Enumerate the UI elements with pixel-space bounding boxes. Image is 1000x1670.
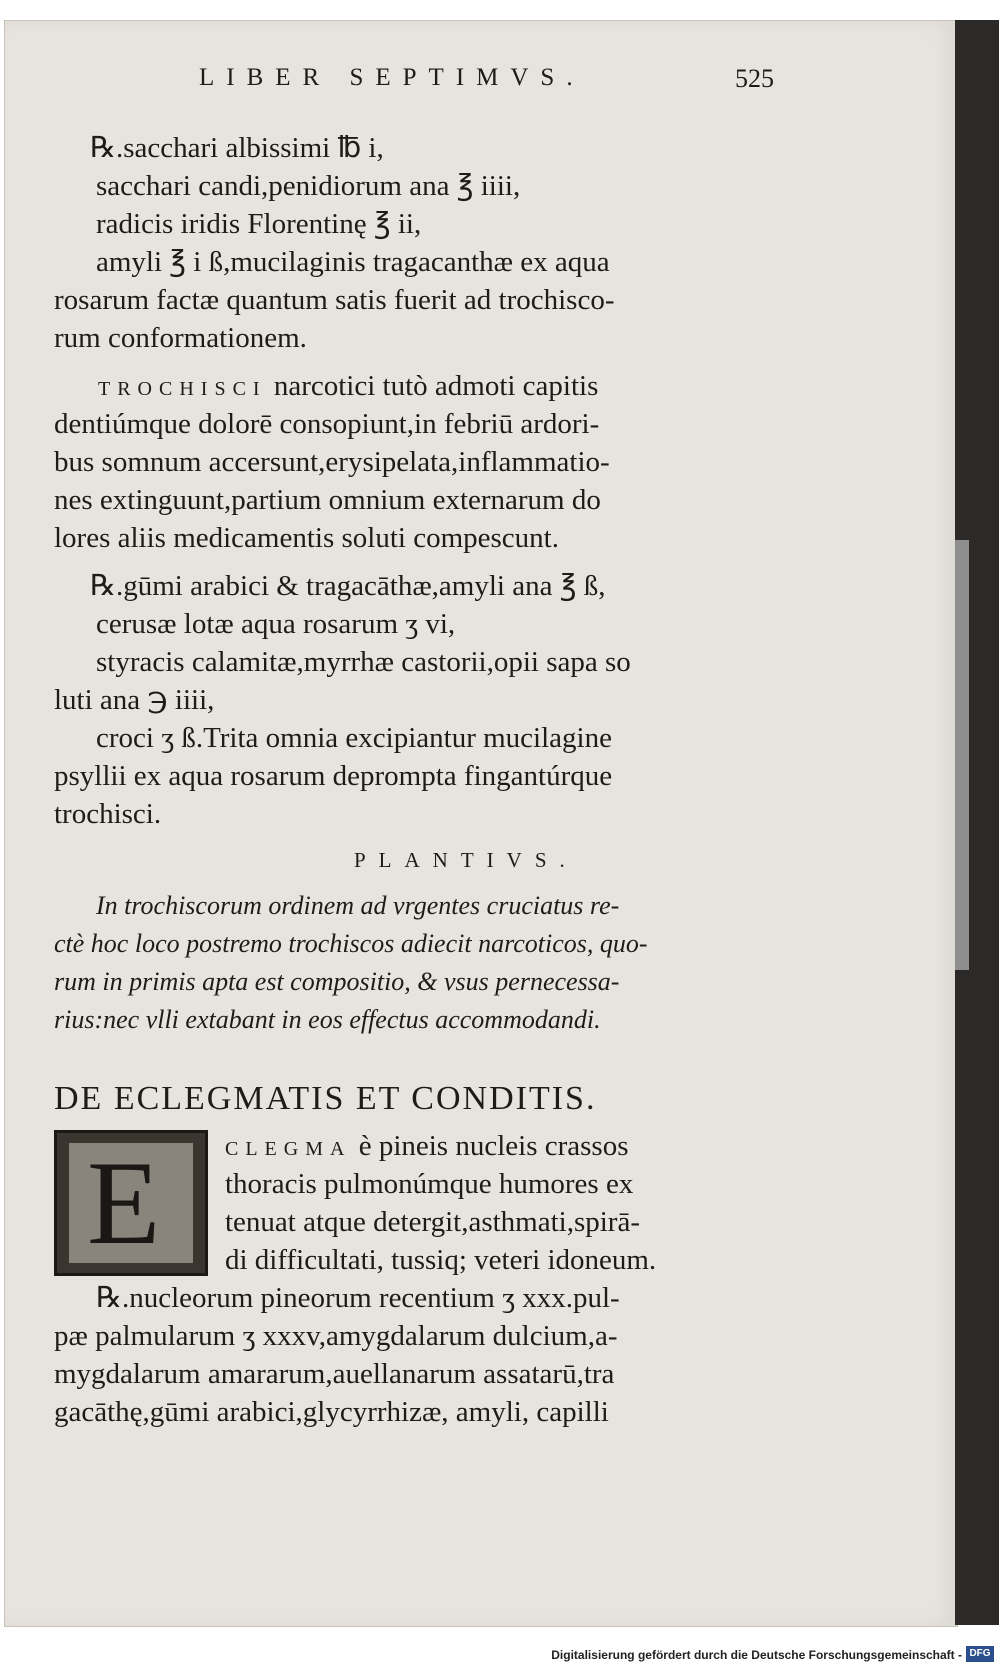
binding-edge: [955, 20, 999, 1625]
page-edge-tab: [955, 540, 969, 970]
text-line: [98, 368, 598, 407]
plantius-heading: PLANTIVS.: [354, 848, 578, 872]
text-line: rum conformationem.: [54, 322, 307, 354]
text-line: thoracis pulmonúmque humores ex: [225, 1168, 634, 1200]
text-line: ℞.nucleorum pineorum recentium ʒ xxx.pul-: [96, 1282, 620, 1314]
text-line: di difficultati, tussiq; veteri idoneum.: [225, 1244, 657, 1276]
text-line: pæ palmularum ʒ xxxv,amygdalarum dulcium,a-: [54, 1320, 618, 1352]
text-line: rum in primis apta est compositio, & vsus pernecessa-: [54, 967, 620, 996]
text-line: amyli ℥ i ß,mucilaginis tragacanthæ ex aqua: [96, 246, 610, 278]
text-line: sacchari candi,penidiorum ana ℥ iiii,: [96, 170, 521, 202]
text-line: rius:nec vlli extabant in eos effectus accommodandi.: [54, 1005, 601, 1034]
text-span: narcotici tutò admoti capitis: [266, 370, 599, 402]
text-line: luti ana ℈ iiii,: [54, 684, 215, 716]
text-line: croci ʒ ß.Trita omnia excipiantur mucilagine: [96, 722, 612, 754]
section-heading: DE ECLEGMATIS ET CONDITIS.: [54, 1080, 597, 1117]
text-span: è pineis nucleis crassos: [351, 1130, 629, 1162]
text-line: rosarum factæ quantum satis fuerit ad trochisco-: [54, 284, 615, 316]
decorated-initial: [54, 1130, 208, 1276]
text-line: mygdalarum amararum,auellanarum assatarū,tra: [54, 1358, 615, 1390]
text-line: tenuat atque detergit,asthmati,spirā-: [225, 1206, 640, 1238]
text-line: gacāthę,gūmi arabici,glycyrrhizæ, amyli, capilli: [54, 1396, 609, 1428]
text-line: dentiúmque dolorē consopiunt,in febriū ardori-: [54, 408, 600, 440]
text-line: psyllii ex aqua rosarum deprompta fingantúrque: [54, 760, 613, 792]
page-header: [54, 64, 774, 104]
text-line: cerusæ lotæ aqua rosarum ʒ vi,: [96, 608, 456, 640]
running-head: LIBER SEPTIMVS.: [199, 64, 585, 91]
text-line: ctè hoc loco postremo trochiscos adiecit narcoticos, quo-: [54, 929, 648, 958]
text-line: bus somnum accersunt,erysipelata,inflammatio-: [54, 446, 610, 478]
initial-letter: E: [87, 1136, 161, 1269]
dfg-logo: DFG: [966, 1646, 994, 1662]
text-line: nes extinguunt,partium omnium externarum do: [54, 484, 601, 516]
text-line: lores aliis medicamentis soluti compescunt.: [54, 522, 559, 554]
text-line: radicis iridis Florentinę ℥ ii,: [96, 208, 422, 240]
page-number: 525: [735, 64, 774, 93]
smallcaps-lead: TROCHISCI: [98, 378, 267, 400]
text-line: styracis calamitæ,myrrhæ castorii,opii sapa so: [96, 646, 631, 678]
text-line: ℞.gūmi arabici & tragacāthæ,amyli ana ℥ ß,: [90, 570, 606, 602]
text-line: [225, 1128, 629, 1167]
digitization-credit: Digitalisierung gefördert durch die Deutsche Forschungsgemeinschaft -: [551, 1648, 962, 1662]
text-line: ℞.sacchari albissimi ℔ i,: [90, 132, 384, 164]
footer-bar: [0, 1640, 1000, 1670]
text-line: trochisci.: [54, 798, 162, 830]
text-line: In trochiscorum ordinem ad vrgentes cruciatus re-: [96, 891, 620, 920]
smallcaps-lead: CLEGMA: [225, 1138, 352, 1160]
